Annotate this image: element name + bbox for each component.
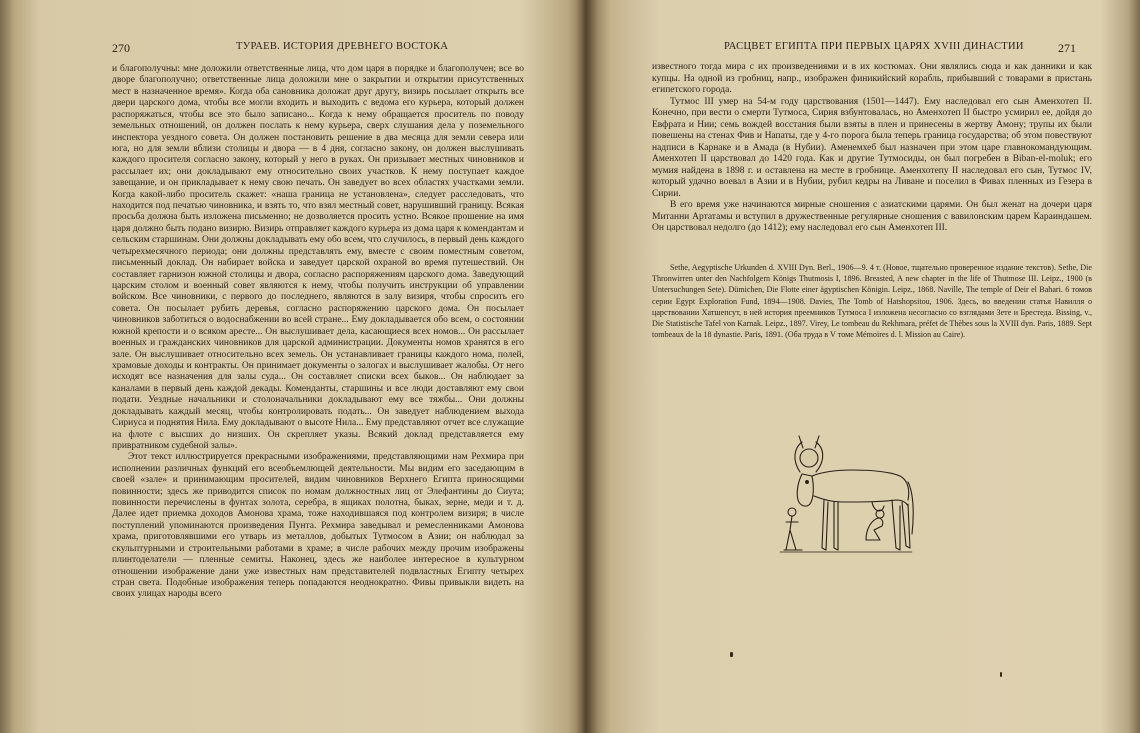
page-number-left: 270: [112, 41, 130, 55]
ink-speck: [730, 652, 733, 657]
right-page: [586, 0, 1140, 733]
paragraph: и благополучны: мне доложили ответственные лица, что дом царя в порядке и благополучен; все во дворе благополучно; ответственные лица доложили мне о закрытии и открытии присутственных мест в назначенное время». Когда оба сановника доложат друг другу, визирь посылает открыть все двери царского дома, чтобы все могли входить и выходить с ведома его курьера, который должен распоряжаться, чтобы все это было записано... Когда к нему обращается проситель по поводу земельных отношений, он должен послать к нему курьера, сверх слушания дела у поземельного инспектора уездного совета. Он должен постановить решение в два месяца для земли севера или юга, но для земли вблизи столицы и двора — в 4 дня, согласно закону, он должен выслушивать каждого просителя согласно закону, который у него в руках. Он призывает местных чиновников и рассылает их; они докладывают ему относительно своих участков. К нему поступает каждое завещание, и он прикладывает к нему свою печать. Он заведует во всех областях участками земли. Когда какой-либо проситель скажет: «наша граница не установлена», следует расследовать, что находится под печатью чиновника, и взять то, что взял местный совет, нарушивший границу. Всякая просьба должна быть изложена письменно; не дозволяется просить устно. Всякое прошение на имя царя должно быть подано визирю. Визирь отправляет каждого курьера из дома царя к комендантам и сельским старшинам. Они должны докладывать ему обо всем, что случилось, в первый день каждого четырехмесячного периода; они должны представлять ему, вместе с своим поместным советом, письменный доклад. Он набирает войска и заведует царской охраной во время путешествий. Он составляет гарнизон южной столицы и двора, согласно распоряжениям царского дома. Заведующий царским столом и военный совет являются к нему, чтобы получить инструкции об управлении войском. Все чиновники, с первого до последнего, являются в залу визиря, чтобы спросить его совета. Он посылает рубить деревья, согласно распоряжению царского дома. Он посылает чиновников заботиться о водоснабжении во всей стране... Ему докладывается обо всем, о состоянии южной крепости и о всяком аресте... Он выслушивает дела, касающиеся всех номов... Он рассылает военных и гражданских чиновников для царской администрации. Документы номов хранятся в его зале. Он выслушивает относительно всех земель. Он устанавливает границы каждого нома, полей, храмовые доходы и контракты. Он принимает документы о залогах и выслушивает жалобы. От него исходят все назначения для залы суда... Он составляет списки всех быков... Он наблюдает за каналами в первый день каждой декады. Коменданты, старшины и все люди доставляют ему свои подати. Уездные начальники и столоначальники докладывают ему все тяжбы... Они должны докладывать каждый месяц, чтобы контролировать подать... Он заведует наблюдением выхода Сириуса и поднятия Нила. Ему докладывают о высоте Нила... Ему представляют отчет все служащие на флоте с высших до низших. Он скрепляет указы. Всякий доклад представляется ему привратником судебной залы».: [112, 64, 524, 451]
bibliography: [652, 262, 1092, 340]
right-text-column: [652, 62, 1092, 235]
left-text-column: [112, 64, 524, 601]
paragraph: В его время уже начинаются мирные сношения с азиатскими царями. Он был женат на дочери царя Митанни Артатамы и вступил в дружественные регулярные сношения с вавилонским царем Караиндашем. Он царствовал недолго (до 1412); ему наследовал его сын Аменхотеп III.: [652, 200, 1092, 233]
paragraph: Тутмос III умер на 54-м году царствования (1501—1447). Ему наследовал его сын Аменхотеп II. Конечно, при вести о смерти Тутмоса, Сирия взбунтовалась, но Аменхотеп II быстро усмирил ее, дойдя до Евфрата и Нии; семь вождей восстания были взяты в плен и принесены в жертву Амону; трупы их были повешены на стенах Фив и Напаты, где у 4-го порога была теперь граница государства; об этом повествуют надписи в Карнаке и в Амада (в Нубии). Аменемхеб был назначен при этом царе главнокомандующим. Аменхотеп II царствовал до 1420 года. Как и другие Тутмосиды, он был погребен в Biban-el-moluk; его мумия найдена в 1898 г. и оставлена на месте в гробнице. Аменхотепу II наследовал его сын, Тутмос IV, который удачно воевал в Азии и в Нубии, рубил кедры на Ливане и поселил в Фивах пленных из Гезера в Сирии.: [652, 96, 1092, 199]
paragraph: Этот текст иллюстрируется прекрасными изображениями, представляющими нам Рехмира при исполнении различных функций его всеобъемлющей деятельности. Мы видим его заседающим в своей «зале» и принимающим просителей, видим чиновников Верхнего Египта приносящими повинности; здесь же приводится список по номам должностных лиц от Элефантины до Сиута; повинности перечислены в фунтах золота, серебра, в ящиках полотна, быках, зерне, меди и т. д. Далее идет приемка доходов Амонова храма, тоже находившаяся под контролем визиря; в числе поступлений упоминаются произведения Пунта. Рехмира заведывал и ремесленниками Амонова храма, приготовлявшими его утварь из металлов, добытых Тутмосом в Азии; он наблюдал за скульптурными и строительными работами в храме; в числе рабочих между прочим изображены плинтоделатели — пленные семиты. Наконец, здесь же наиболее интересное в культурном отношении изображение дани уже известных нам представителей подвластных Египту четырех стран света. Подобные изображения теперь попадаются неоднократно. Фивы привыкли видеть на своих улицах народы всего: [112, 452, 524, 600]
running-head-right: РАСЦВЕТ ЕГИПТА ПРИ ПЕРВЫХ ЦАРЯХ XVIII ДИНАСТИИ: [724, 41, 1024, 52]
ink-speck: [1000, 672, 1002, 677]
references-text: Sethe, Aegyptische Urkunden d. XVIII Dyn. Berl., 1906—9. 4 т. (Новое, тщательно проверенное издание текстов). Sethe, Die Thronwirren unter den Nachfolgern Königs Thutmosis I, 1896. Breasted, A new chapter in the life of Thutmose III. Leipz., 1900 (в Untersuchungen Sete). Dümichen, Die Flotte einer ägyptischen Königin. Leipz., 1868. Naville, The temple of Deir el Bahari. 6 томов серии Egypt Exploration Fund, 1894—1908. Davies, The Tomb of Hatshopsitou, 1906. Здесь, во введении статья Навилля о царствовании Хатшепсут, в ней история преемников Тутмоса I изложена несогласно со взглядами Зете и Брестеда. Bissing, v., Die Statistische Tafel von Karnak. Leipz., 1897. Virey, Le tombeau du Rekhmara, préfet de Thèbes sous la XVIII dyn. Paris, 1889. Sept tombeaux de la 18 dynastie. Paris, 1891. (Оба труда в V томе Mémoires d. l. Mission au Caire).: [652, 263, 1092, 340]
running-head-left: ТУРАЕВ. ИСТОРИЯ ДРЕВНЕГО ВОСТОКА: [236, 41, 449, 52]
hathor-cow-illustration: [762, 430, 922, 580]
page-number-right: 271: [1058, 41, 1076, 55]
paragraph: известного тогда мира с их произведениями и в их костюмах. Они являлись сюда и как данники и как купцы. На одной из гробниц, напр., изображен финикийский корабль, прибывший с товарами в пристань египетского города.: [652, 62, 1092, 95]
